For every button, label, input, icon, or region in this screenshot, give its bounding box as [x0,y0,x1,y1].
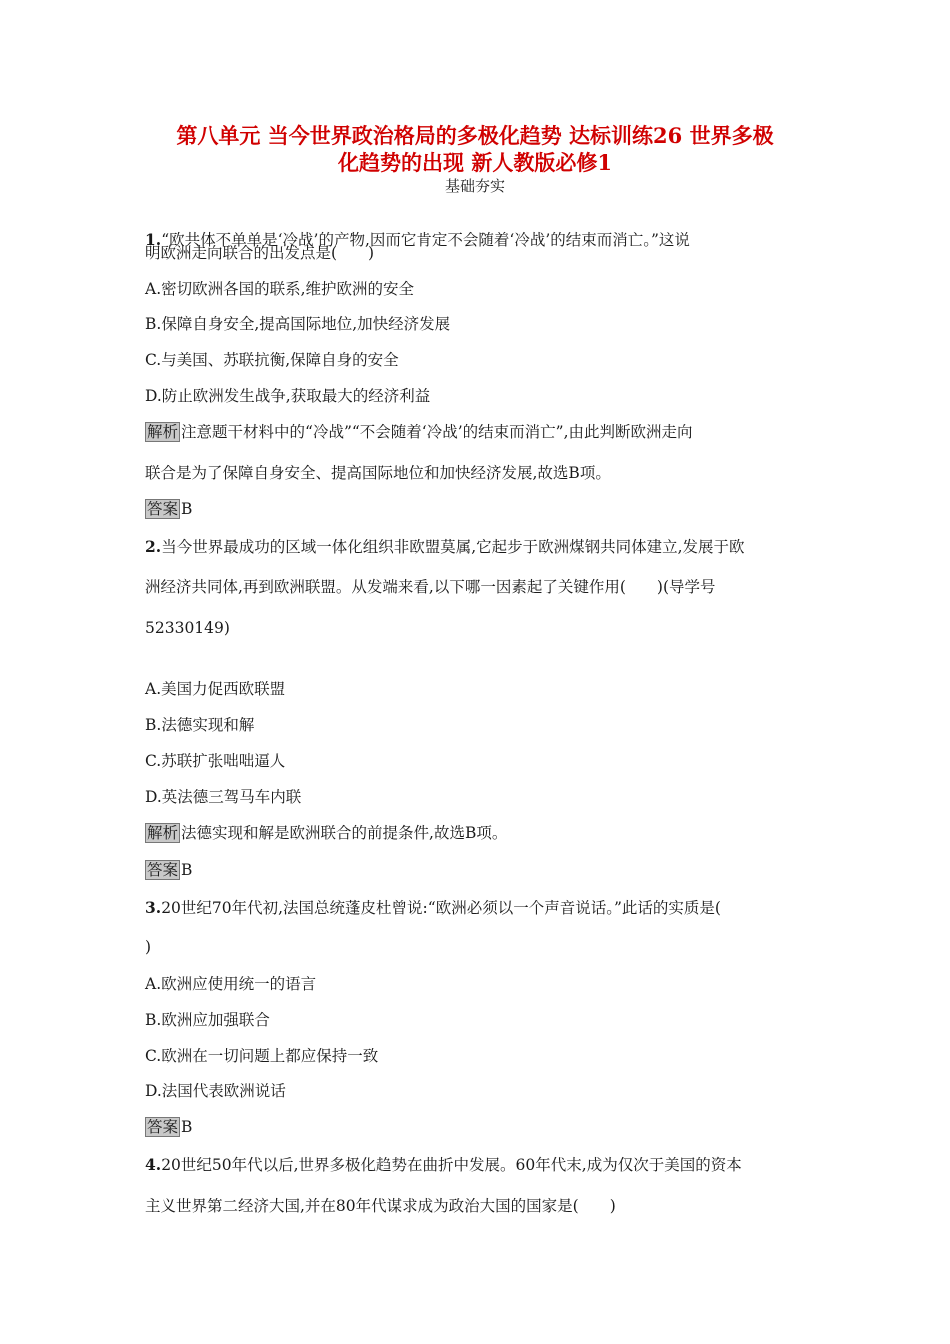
q1-option-d: D.防止欧洲发生战争,获取最大的经济利益 [145,387,431,405]
q2-stem-line-3: 52330149) [145,619,230,637]
analysis-tag: 解析 [147,824,179,842]
q2-option-d: D.英法德三驾马车内联 [145,788,302,806]
q1-answer: 答案 B [147,500,193,518]
q4-number: 4. [145,1155,162,1174]
q3-option-d: D.法国代表欧洲说话 [145,1082,286,1100]
q1-stem-line-1: 1.“欧共体不单单是‘冷战’的产物,因而它肯定不会随着‘冷战’的结束而消亡。”这说 [145,230,690,249]
document-title-line-2: 化趋势的出现 新人教版必修1 [338,150,612,175]
q4-stem-line-2: 主义世界第二经济大国,并在80年代谋求成为政治大国的国家是( ) [145,1197,616,1215]
q2-number: 2. [145,537,162,556]
q2-option-c: C.苏联扩张咄咄逼人 [145,752,286,770]
q1-stem-line-2: 明欧洲走向联合的出发点是( ) [145,244,375,262]
q3-stem-line-2: ) [145,938,152,956]
document-title-line-1: 第八单元 当今世界政治格局的多极化趋势 达标训练26 世界多极 [176,123,774,148]
answer-tag: 答案 [147,861,179,879]
q4-stem-line-1: 4.20世纪50年代以后,世界多极化趋势在曲折中发展。60年代末,成为仅次于美国的资本 [145,1155,742,1174]
q3-number: 3. [145,898,162,917]
q3-option-b: B.欧洲应加强联合 [145,1011,270,1029]
analysis-tag: 解析 [147,423,179,441]
q2-stem-line-2: 洲经济共同体,再到欧洲联盟。从发端来看,以下哪一因素起了关键作用( )(导学号 [145,578,716,596]
q2-analysis-line-1: 解析 法德实现和解是欧洲联合的前提条件,故选B项。 [147,824,508,842]
q1-number: 1. [145,230,162,249]
q3-answer: 答案 B [147,1118,193,1136]
q1-option-b: B.保障自身安全,提高国际地位,加快经济发展 [145,315,451,333]
q1-option-a: A.密切欧洲各国的联系,维护欧洲的安全 [145,280,415,298]
q3-stem-line-1: 3.20世纪70年代初,法国总统蓬皮杜曾说:“欧洲必须以一个声音说话。”此话的实质是( [145,898,721,917]
q2-option-b: B.法德实现和解 [145,716,255,734]
q2-answer: 答案 B [147,861,193,879]
q1-analysis-line-1: 解析 注意题干材料中的“冷战”“不会随着‘冷战’的结束而消亡”,由此判断欧洲走向 [147,423,693,441]
q2-option-a: A.美国力促西欧联盟 [145,680,286,698]
q2-stem-line-1: 2.当今世界最成功的区域一体化组织非欧盟莫属,它起步于欧洲煤钢共同体建立,发展于欧 [145,537,745,556]
answer-tag: 答案 [147,1118,179,1136]
q1-analysis-line-2: 联合是为了保障自身安全、提高国际地位和加快经济发展,故选B项。 [145,464,611,482]
q3-option-a: A.欧洲应使用统一的语言 [145,975,317,993]
q3-option-c: C.欧洲在一切问题上都应保持一致 [145,1047,379,1065]
section-subtitle: 基础夯实 [444,177,505,195]
q1-option-c: C.与美国、苏联抗衡,保障自身的安全 [145,351,399,369]
answer-tag: 答案 [147,500,179,518]
